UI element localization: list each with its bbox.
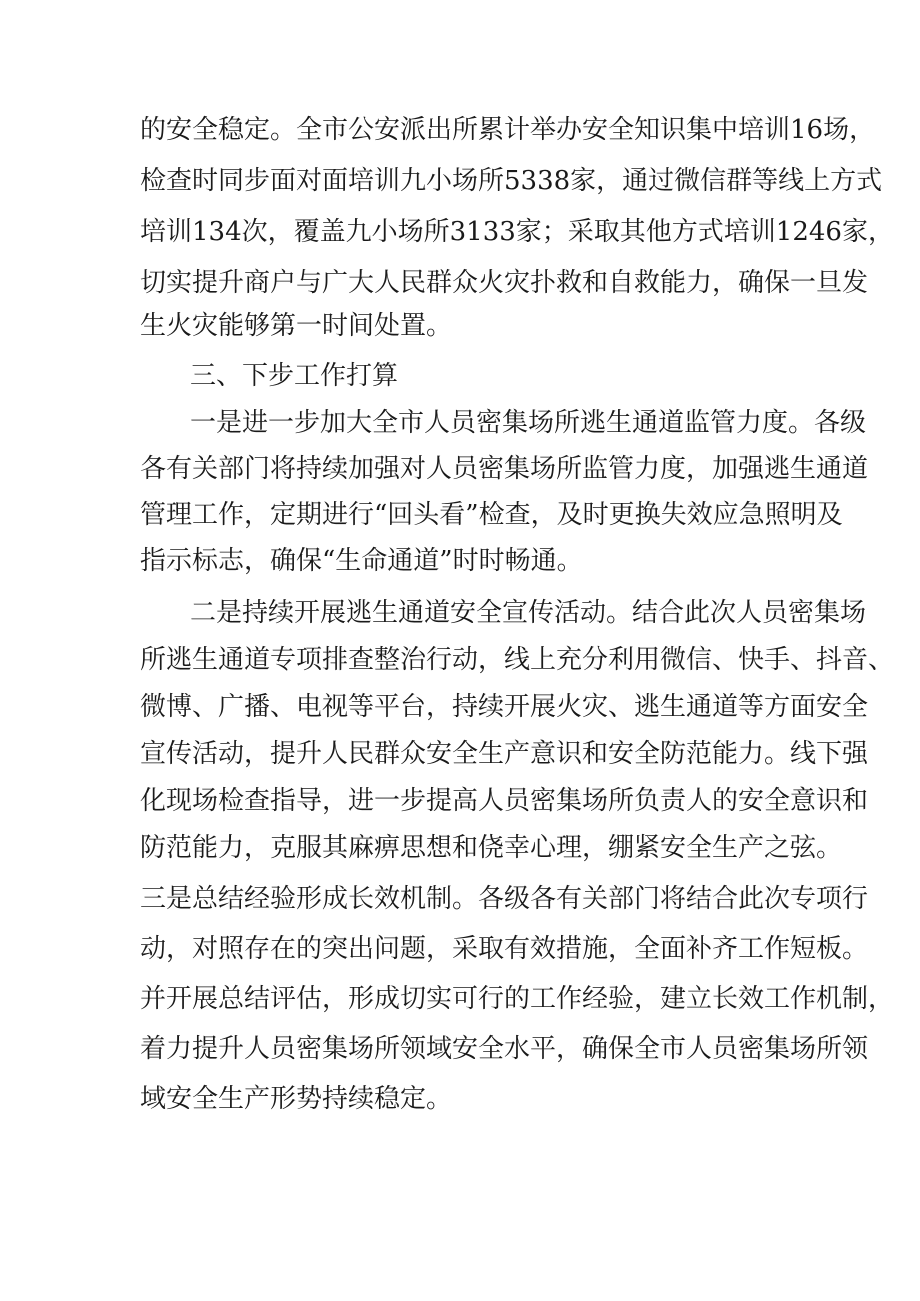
para-one-line-2: 各有关部门将持续加强对人员密集场所监管力度，加强逃生通道 [140,454,869,484]
para-three-line-5: 域安全生产形势持续稳定。 [140,1084,453,1114]
para-one-line-1: 一是进一步加大全市人员密集场所逃生通道监管力度。各级 [190,408,867,438]
para-two-line-3: 微博、广播、电视等平台，持续开展火灾、逃生通道等方面安全 [140,692,869,722]
intro-line-5: 生火灾能够第一时间处置。 [140,311,453,341]
intro-line-2: 检查时同步面对面培训九小场所5338家，通过微信群等线上方式 [140,166,883,196]
para-three-line-1: 三是总结经验形成长效机制。各级各有关部门将结合此次专项行 [140,884,869,914]
intro-line-1: 的安全稳定。全市公安派出所累计举办安全知识集中培训16场， [140,115,876,145]
para-three-line-4: 着力提升人员密集场所领域安全水平，确保全市人员密集场所领 [140,1034,869,1064]
para-three-line-3: 并开展总结评估，形成切实可行的工作经验，建立长效工作机制， [140,984,895,1014]
para-two-line-5: 化现场检查指导，进一步提高人员密集场所负责人的安全意识和 [140,786,869,816]
para-three-line-2: 动，对照存在的突出问题，采取有效措施，全面补齐工作短板。 [140,934,869,964]
intro-line-4: 切实提升商户与广大人民群众火灾扑救和自救能力，确保一旦发 [140,268,869,298]
para-two-line-4: 宣传活动，提升人民群众安全生产意识和安全防范能力。线下强 [140,739,869,769]
intro-line-3: 培训134次，覆盖九小场所3133家；采取其他方式培训1246家， [140,217,894,247]
para-one-line-3: 管理工作，定期进行“回头看”检查，及时更换失效应急照明及 [140,500,843,530]
para-two-line-1: 二是持续开展逃生通道安全宣传活动。结合此次人员密集场 [190,598,867,628]
para-one-line-4: 指示标志，确保“生命通道”时时畅通。 [140,546,583,576]
section-heading: 三、下步工作打算 [190,361,399,391]
para-two-line-2: 所逃生通道专项排查整治行动，线上充分利用微信、快手、抖音、 [140,645,895,675]
para-two-line-6: 防范能力，克服其麻痹思想和侥幸心理，绷紧安全生产之弦。 [140,833,843,863]
